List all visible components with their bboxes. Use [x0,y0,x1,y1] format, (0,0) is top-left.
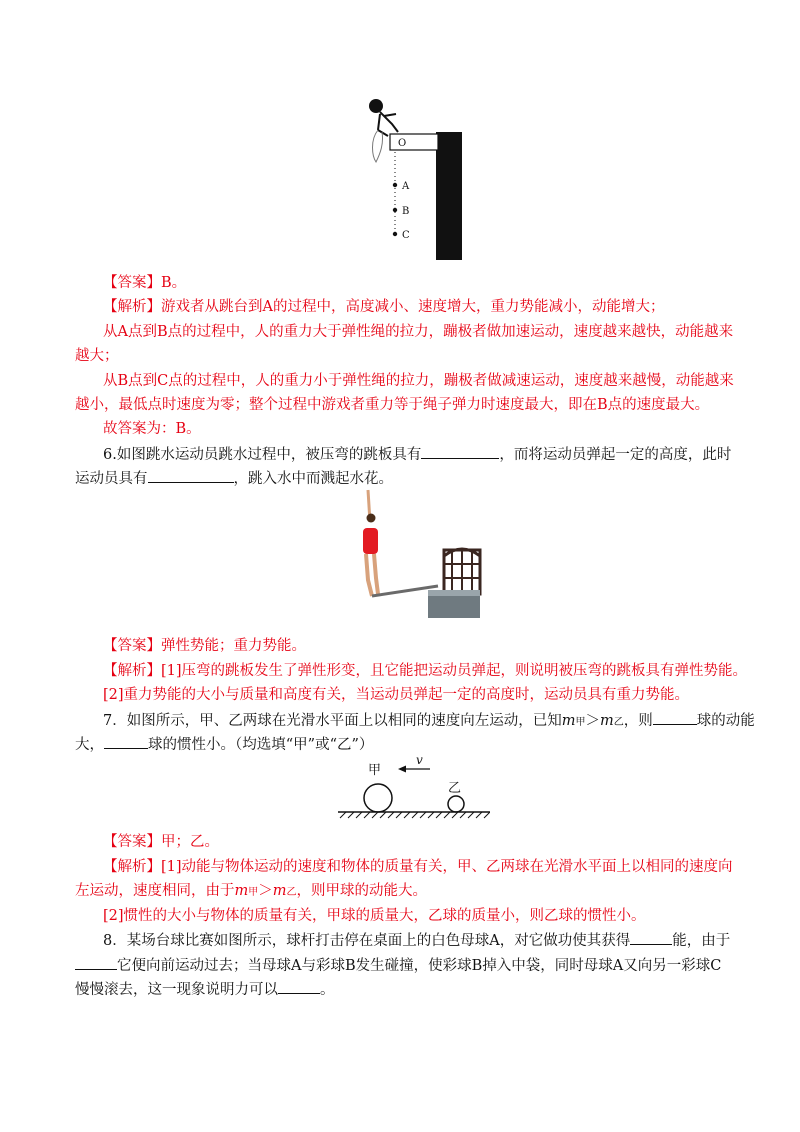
q7-analysis-2-post: ，则甲球的动能大。 [296,883,427,899]
balls-figure [338,752,490,824]
q7-m-yi: m [599,713,614,729]
q8-blank-3 [278,979,320,994]
q7-text-2: ，则 [623,713,653,729]
jumper-icon [369,99,398,162]
q6-text-2: ，而将运动员弹起一定的高度，此时 [499,447,732,463]
q8-text-4: 慢慢滚去，这一现象说明力可以 [75,982,278,998]
q8-line-1 [103,930,763,951]
q7-analysis-m-jia: m [234,883,249,899]
q6-blank-1 [421,444,499,459]
diver-icon [363,490,378,596]
q7-sub-yi: 乙 [613,717,624,728]
q7-gt: ＞ [585,713,600,729]
q7-text-3: 球的动能 [696,713,755,729]
bungee-analysis-2a: 从A点到B点的过程中，人的重力大于弹性绳的拉力，蹦极者做加速运动，速度越来越快，动能越来 [103,324,734,340]
q7-analysis-3: [2]惯性的大小与物体的质量有关，甲球的质量大，乙球的质量小，则乙球的惯性小。 [103,908,646,924]
label-v: v [416,753,423,767]
bungee-answer: 【答案】B。 [103,275,187,291]
q6-text-1: 6.如图跳水运动员跳水过程中，被压弯的跳板具有 [103,447,422,463]
q7-analysis-1: 【解析】[1]动能与物体运动的速度和物体的质量有关，甲、乙两球在光滑水平面上以相同的速度向 [103,859,733,875]
label-c: C [402,230,410,241]
q8-line-3 [75,979,735,1000]
q6-blank-2 [148,468,234,483]
ground-hatch [340,812,490,818]
bungee-analysis-1: 【解析】游戏者从跳台到A的过程中，高度减小、速度增大，重力势能减小，动能增大； [103,299,665,315]
q7-m-jia: m [561,713,576,729]
q7-analysis-gt: ＞ [258,883,273,899]
q7-analysis-m-yi: m [272,883,287,899]
q8-line-2 [75,955,735,976]
q7-analysis-sub-jia: 甲 [248,887,259,898]
q6-line-1 [103,444,763,465]
q8-text-2: 能，由于 [672,933,731,949]
q7-blank-2 [104,734,148,749]
bungee-analysis-2b: 越大； [75,348,119,364]
label-b: B [402,206,410,217]
q7-answer: 【答案】甲；乙。 [103,834,219,850]
q7-analysis-sub-yi: 乙 [286,887,297,898]
ball-yi [448,796,464,812]
q7-analysis-2-pre: 左运动，速度相同，由于 [75,883,235,899]
q8-blank-1 [630,930,672,945]
q7-text-1: 7．如图所示，甲、乙两球在光滑水平面上以相同的速度向左运动，已知 [103,713,562,729]
q7-text-4: 大， [75,737,104,753]
q7-blank-1 [653,710,697,725]
q6-text-4: ，跳入水中而溅起水花。 [233,471,393,487]
q8-text-1: 8．某场台球比赛如图所示，球杆打击停在桌面上的白色母球A，对它做功使其获得 [103,933,631,949]
q7-line-1 [103,710,763,733]
bungee-figure [362,92,472,264]
label-a: A [402,181,410,192]
q6-analysis-1: 【解析】[1]压弯的跳板发生了弹性形变，且它能把运动员弹起，则说明被压弯的跳板具有弹性势能。 [103,663,748,679]
bungee-analysis-3b: 越小，最低点时速度为零；整个过程中游戏者重力等于绳子弹力时速度最大，即在B点的速度最大。 [75,397,710,413]
q8-text-3: 它便向前运动过去；当母球A与彩球B发生碰撞，使彩球B掉入中袋，同时母球A又向另一彩球C [117,958,722,974]
q8-text-5: 。 [320,982,335,998]
velocity-arrow-icon [398,766,430,773]
label-o: O [398,138,407,149]
diver-figure [342,486,482,620]
bungee-conclusion: 故答案为：B。 [103,421,201,437]
label-yi: 乙 [448,781,462,796]
q8-blank-2 [75,955,117,970]
q6-analysis-2: [2]重力势能的大小与质量和高度有关，当运动员弹起一定的高度时，运动员具有重力势能。 [103,687,690,703]
bungee-tower [436,132,462,260]
q7-analysis-2 [75,881,735,903]
label-jia: 甲 [368,763,382,778]
q7-text-5: 球的惯性小。（均选填“甲”或“乙”） [148,737,374,753]
bungee-analysis-3a: 从B点到C点的过程中，人的重力小于弹性绳的拉力，蹦极者做减速运动，速度越来越慢，动能越来 [103,373,734,389]
q7-sub-jia: 甲 [575,717,586,728]
ball-jia [364,784,392,812]
q6-text-3: 运动员具有 [75,471,148,487]
q6-answer: 【答案】弹性势能；重力势能。 [103,638,306,654]
